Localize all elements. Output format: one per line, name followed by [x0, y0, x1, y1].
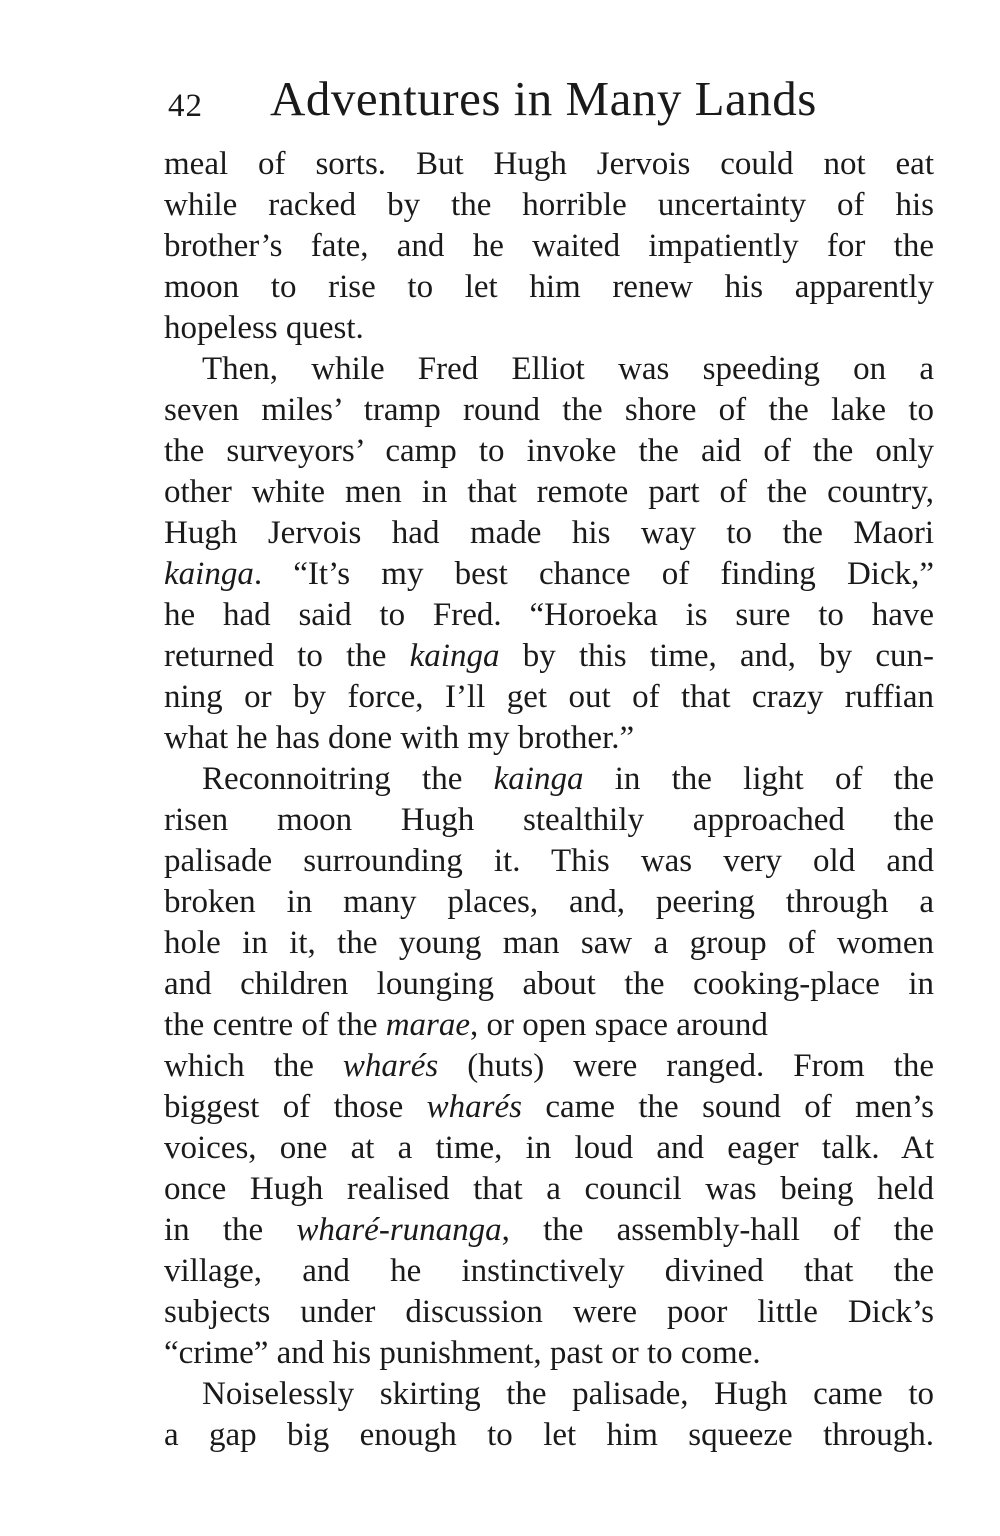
text-line-content: Then, while Fred Elliot was speeding on a	[202, 351, 934, 387]
text-line	[164, 677, 934, 718]
text-line-content: seven miles’ tramp round the shore of the lake to	[164, 392, 934, 428]
text-line-content: while racked by the horrible uncertainty of his	[164, 187, 934, 223]
text-line-content: brother’s fate, and he waited impatiently for the	[164, 228, 934, 264]
text-line	[164, 636, 934, 677]
text-line-content: Reconnoitring the kainga in the light of the	[202, 761, 934, 797]
text-line-content: once Hugh realised that a council was being held	[164, 1171, 934, 1207]
page-header	[166, 70, 926, 134]
text-line	[164, 800, 934, 841]
text-line	[164, 718, 934, 759]
text-line-content: the surveyors’ camp to invoke the aid of the only	[164, 433, 934, 469]
text-line	[164, 1292, 934, 1333]
text-line	[164, 1128, 934, 1169]
running-title: Adventures in Many Lands	[270, 71, 817, 126]
text-line	[164, 185, 934, 226]
text-line	[164, 1005, 934, 1046]
text-line	[164, 431, 934, 472]
text-line-content: village, and he instinctively divined that the	[164, 1253, 934, 1289]
text-line	[164, 595, 934, 636]
text-line	[164, 1415, 934, 1456]
text-line-content: biggest of those wharés came the sound of men’s	[164, 1089, 934, 1125]
text-line-content: voices, one at a time, in loud and eager talk. At	[164, 1130, 934, 1166]
text-line	[164, 841, 934, 882]
text-line	[164, 759, 934, 800]
text-line	[164, 513, 934, 554]
text-line-content: and children lounging about the cooking-place in	[164, 966, 934, 1002]
text-line	[164, 882, 934, 923]
text-line	[164, 308, 934, 349]
text-line-content: the centre of the marae, or open space around	[164, 1007, 768, 1043]
text-line	[164, 472, 934, 513]
text-line-content: broken in many places, and, peering through a	[164, 884, 934, 920]
text-line-content: palisade surrounding it. This was very old and	[164, 843, 934, 879]
text-line	[164, 923, 934, 964]
text-line	[164, 144, 934, 185]
text-line-content: moon to rise to let him renew his apparently	[164, 269, 934, 305]
text-line	[164, 267, 934, 308]
text-line	[164, 554, 934, 595]
text-line	[164, 349, 934, 390]
text-line-content: hole in it, the young man saw a group of women	[164, 925, 934, 961]
text-line	[164, 1210, 934, 1251]
text-line-content: Hugh Jervois had made his way to the Maori	[164, 515, 934, 551]
text-line-content: other white men in that remote part of the country,	[164, 474, 934, 510]
text-line-content: returned to the kainga by this time, and, by cun-	[164, 638, 934, 674]
text-line-content: “crime” and his punishment, past or to come.	[164, 1335, 761, 1371]
text-line-content: what he has done with my brother.”	[164, 720, 635, 756]
text-line-content: meal of sorts. But Hugh Jervois could not eat	[164, 146, 934, 182]
text-line-content: kainga. “It’s my best chance of finding Dick,”	[164, 556, 934, 592]
text-line	[164, 1046, 934, 1087]
text-line	[164, 1333, 934, 1374]
text-line-content: Noiselessly skirting the palisade, Hugh came to	[202, 1376, 934, 1412]
text-line	[164, 226, 934, 267]
text-line-content: a gap big enough to let him squeeze through.	[164, 1417, 934, 1453]
text-line-content: which the wharés (huts) were ranged. From the	[164, 1048, 934, 1084]
body-text	[164, 144, 934, 1456]
text-line-content: subjects under discussion were poor little Dick’s	[164, 1294, 934, 1330]
text-line	[164, 390, 934, 431]
page-number: 42	[168, 88, 203, 124]
text-line-content: hopeless quest.	[164, 310, 364, 346]
text-line-content: he had said to Fred. “Horoeka is sure to have	[164, 597, 934, 633]
text-line-content: in the wharé-runanga, the assembly-hall of the	[164, 1212, 934, 1248]
text-line	[164, 964, 934, 1005]
text-line-content: risen moon Hugh stealthily approached the	[164, 802, 934, 838]
text-line	[164, 1087, 934, 1128]
text-line-content: ning or by force, I’ll get out of that crazy ruffian	[164, 679, 934, 715]
text-line	[164, 1251, 934, 1292]
text-line	[164, 1374, 934, 1415]
text-line	[164, 1169, 934, 1210]
